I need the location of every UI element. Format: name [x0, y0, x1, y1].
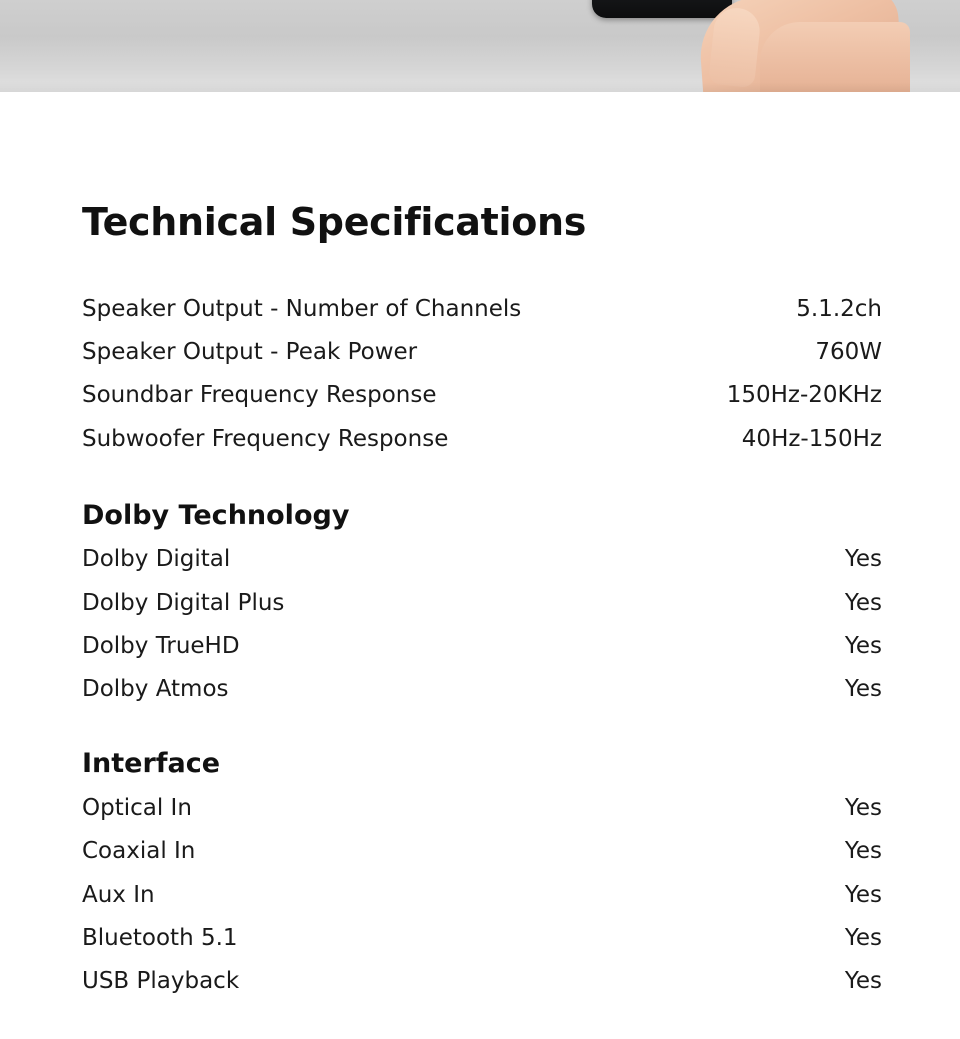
spec-value: Yes	[844, 881, 882, 908]
table-row	[82, 625, 882, 668]
spec-label: Dolby Digital Plus	[82, 589, 285, 616]
table-row	[82, 787, 882, 830]
spec-label: USB Playback	[82, 968, 240, 995]
table-row	[82, 960, 882, 1003]
spec-label: Dolby Atmos	[82, 676, 229, 703]
spec-label: Dolby Digital	[82, 546, 231, 573]
spec-label: Coaxial In	[82, 838, 196, 865]
spec-label: Speaker Output - Peak Power	[82, 339, 418, 366]
spec-value: Yes	[844, 924, 882, 951]
table-row	[82, 418, 882, 461]
spec-label: Subwoofer Frequency Response	[82, 425, 449, 452]
table-row	[82, 374, 882, 417]
spec-label: Speaker Output - Number of Channels	[82, 295, 522, 322]
spec-group-heading: Dolby Technology	[82, 499, 350, 531]
spec-value: 760W	[815, 339, 882, 366]
thumb-image	[708, 6, 762, 88]
table-row	[82, 830, 882, 873]
table-row	[82, 917, 882, 960]
spec-label: Optical In	[82, 795, 192, 822]
soundbar-device-image	[592, 0, 732, 18]
spec-group-interface	[82, 747, 882, 1003]
spec-label: Soundbar Frequency Response	[82, 382, 437, 409]
page-title: Technical Specifications	[82, 200, 587, 244]
spec-value: Yes	[844, 838, 882, 865]
table-row	[82, 331, 882, 374]
table-row	[82, 288, 882, 331]
spec-value: Yes	[844, 546, 882, 573]
table-row	[82, 874, 882, 917]
table-row	[82, 668, 882, 711]
product-hero-image	[0, 0, 960, 92]
spec-label: Bluetooth 5.1	[82, 924, 238, 951]
specifications-section	[0, 92, 960, 1039]
spec-value: 40Hz-150Hz	[741, 425, 882, 452]
table-row	[82, 538, 882, 581]
hero-bottom-shadow	[0, 82, 960, 92]
spec-group-speaker-output	[82, 288, 882, 461]
spec-value: 150Hz-20KHz	[726, 382, 882, 409]
spec-label: Aux In	[82, 881, 155, 908]
spec-value: Yes	[844, 589, 882, 616]
spec-value: Yes	[844, 968, 882, 995]
spec-value: Yes	[844, 676, 882, 703]
spec-label: Dolby TrueHD	[82, 632, 240, 659]
table-row	[82, 582, 882, 625]
spec-value: Yes	[844, 632, 882, 659]
spec-group-heading: Interface	[82, 748, 221, 780]
spec-value: 5.1.2ch	[796, 295, 882, 322]
spec-group-dolby-technology	[82, 499, 882, 712]
spec-value: Yes	[844, 795, 882, 822]
